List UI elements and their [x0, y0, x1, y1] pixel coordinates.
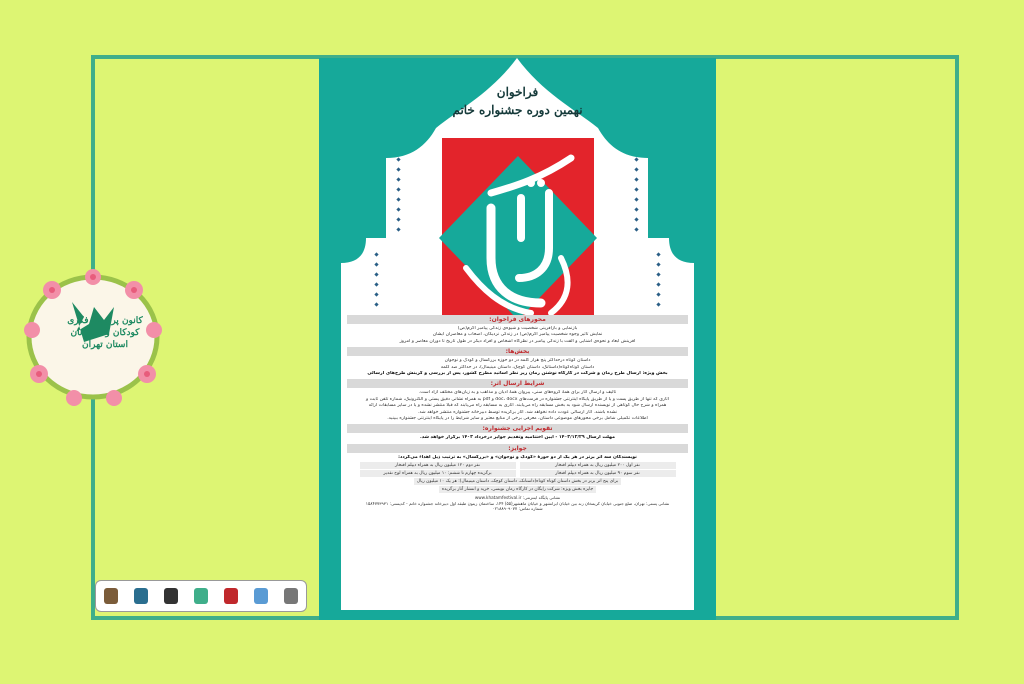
section-heading: محورهای فراخوان:	[347, 315, 688, 324]
sponsor-logo-2	[134, 588, 148, 604]
badge-text	[50, 315, 160, 351]
section-line: آفرینش ابعاد و نحوه‌ی آشنایی و الفت با زندگی پیامبر در نظرگاه اشخاص و افراد دیگر در طول تاریخ تا دوران معاصر و امروز	[399, 338, 636, 344]
badge-line1: کانون پرورش فکری	[67, 316, 143, 326]
section-line: مهلت ارسال ۱۴۰۳/۱۲/۲۹ - آیین اختتامیه وتقدیم جوایز درخرداد ۱۴۰۳ برگزار خواهد شد.	[420, 435, 615, 441]
sponsor-logo-1	[104, 588, 118, 604]
section-line: نشده باشند. آثار ارسالی عودت داده نخواهد شد. آثار برگزیده توسط دبیرخانه جشنواره منتشر خواهد شد.	[417, 409, 618, 415]
section-heading: بخش‌ها:	[347, 347, 688, 356]
sponsor-logo-7	[284, 588, 298, 604]
website-label: نشانی پایگاه اینترنتی:	[522, 495, 561, 501]
poster-title-line1: فراخوان	[496, 85, 539, 99]
prize-cell: برای پنج اثر برتر در بخش داستان کوتاه کوتاه(داستانک، داستان کوچک، داستان مینیمال): هر یک ۱۰ میلیون ریال	[414, 478, 621, 485]
section-line: اطلاعات تکمیلی شامل برخی محورهای موضوعی داستان، معرفی برخی از منابع معتبر و سایر شرایط را در پایگاه اینترنتی جشنواره ببینید.	[387, 416, 648, 422]
prize-cell: جایزه بخش ویژه: شرکت رایگان در کارگاه رمان نویسی، خرید و انتشار آثار برگزیده	[439, 486, 596, 493]
badge-line2: کودکان و نوجوانان	[70, 328, 140, 338]
section-line: تألیف و ارسال آثار برای همهٔ گروه‌های سنی، پیروان همهٔ ادیان و مذاهب و به زبان‌های مختلف آزاد است.	[418, 390, 617, 396]
section-line: آثاری که تنها از طریق پست و یا از طریق پایگاه اینترنتی جشنواره در فرمت‌های doc، docx و pdf به همراه نشانی دقیق پستی و الکترونیک، شماره تلفن ثابت و	[366, 396, 669, 402]
prizes-table	[347, 462, 688, 493]
sponsor-logo-6	[254, 588, 268, 604]
sponsor-logo-5	[224, 588, 238, 604]
section-heading: جوایز:	[347, 444, 688, 453]
section-line: بازنمایی و بازآفرینی شخصیت و شیوه‌ی زندگی پیامبر اکرم(ص)	[457, 326, 578, 331]
poster-title-line2: نهمین دوره جشنواره خاتم	[452, 103, 583, 117]
section-line: نمایش تأثیر وجوه شخصیت پیامبر اکرم(ص) در زندگی نزدیکان، اصحاب و معاصران ایشان	[432, 332, 603, 338]
section-heading: تقویم اجرایی جشنواره:	[347, 424, 688, 433]
prize-cell: نفر اول ۲۰۰ میلیون ریال به همراه دیپلم افتخار	[520, 462, 676, 469]
sponsor-logos	[95, 580, 307, 612]
sponsor-logo-4	[194, 588, 208, 604]
section-line: بخش ویژه: ارسال طرح رمان و شرکت در کارگاه نوشتن رمان زیر نظر اساتید مطرح کشور، پس از بررسی و گزینش طرح‌های ارسالی	[367, 371, 668, 377]
phone-number: شماره تماس: ۰۲۱۸۸۹۰۹۰۷۷	[492, 506, 543, 512]
badge-line3: استان تهران	[82, 340, 128, 350]
section-line: نویسندگان سه اثر برتر در هر یک از دو حوزهٔ «کودک و نوجوان» و «بزرگسال» به ترتیب ذیل اهداء می‌گردد:	[398, 454, 637, 460]
poster	[319, 58, 716, 620]
section-line: داستان کوتاه درحداکثر پنج هزار کلمه در دو حوزه بزرگسال و کودک و نوجوان	[444, 358, 591, 364]
section-line: داستان کوتاه‌کوتاه(داستانک، داستان کوچک، داستان مینیمال)، در حداکثر صد کلمه	[440, 364, 595, 370]
poster-content	[347, 313, 688, 512]
website-url[interactable]: www.khatamfestival.ir	[474, 495, 522, 501]
sponsor-logo-3	[164, 588, 178, 604]
section-heading: شرایط ارسال اثر:	[347, 379, 688, 388]
prize-cell: برگزیده چهارم تا ششم: ۱۰ میلیون ریال به همراه لوح تقدیر	[360, 470, 516, 477]
postal-address: نشانی پستی: تهران، ضلع جنوبی خیابان کریمخان زند بین خیابان ایرانشهر و خیابان ماهشهر(۵۵) ۱۴۴، ساختمان زیتون طبقه اول دبیرخانه جشنواره خاتم - کدپستی: ۱۵۸۴۷۷۳۹۳۱	[365, 500, 670, 506]
prize-cell: نفر سوم ۹۰ میلیون ریال به همراه دیپلم افتخار	[520, 470, 676, 477]
prize-cell: نفر دوم ۱۲۰ میلیون ریال به همراه دیپلم افتخار	[360, 462, 516, 469]
section-line: همراه و شرح حال کوتاهی از نویسنده ارسال شود به بخش مسابقه راه می‌یابند. آثاری به مسابقه راه می‌یابند که قبلاً منتشر نشده و یا در سایر مسابقات ارائه	[368, 403, 667, 409]
